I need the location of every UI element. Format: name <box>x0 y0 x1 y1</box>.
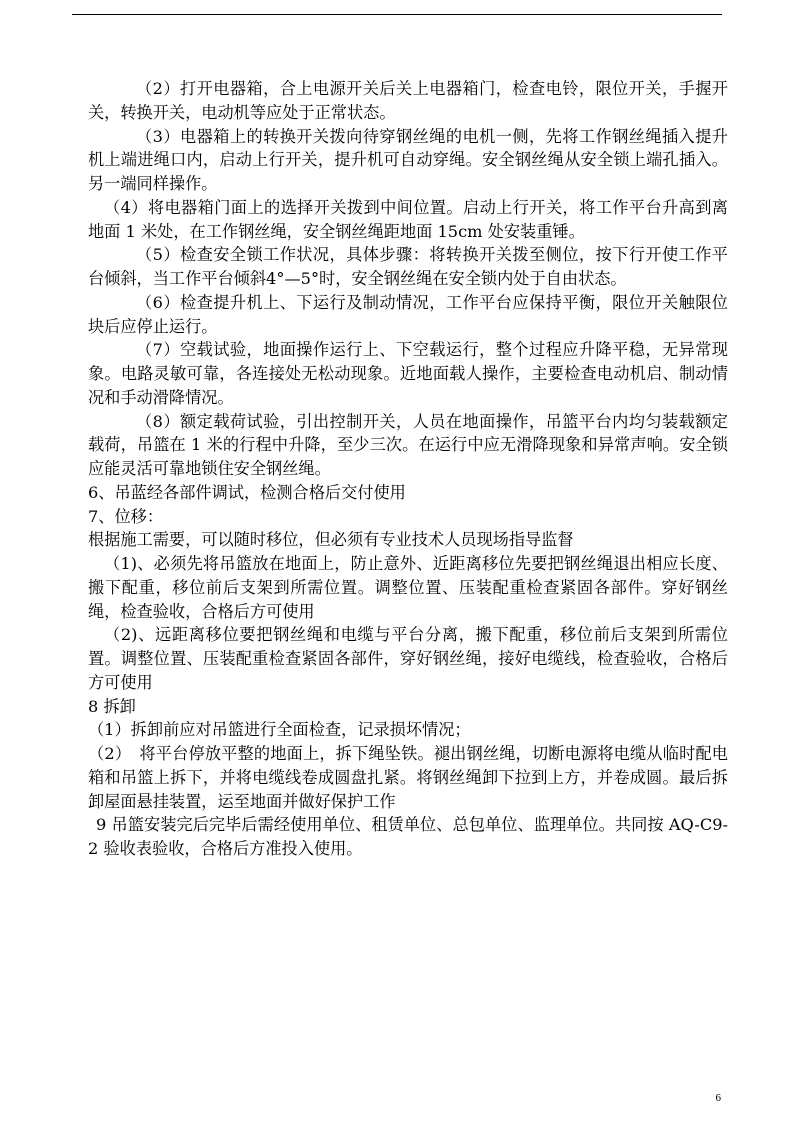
section-8-heading: 8 拆卸 <box>88 696 136 716</box>
paragraph-move-1: （1)、必须先将吊篮放在地面上，防止意外、近距离移位先要把钢丝绳退出相应长度、搬下配重，移位前后支架到所需位置。调整位置、压装配重检查紧固各部件。穿好钢丝绳，检查验收，合格后方可使用 <box>88 554 728 621</box>
section-6-heading: 6、吊蓝经各部件调试，检测合格后交付使用 <box>88 482 406 502</box>
header-rule <box>72 14 722 15</box>
paragraph-step-4: （4）将电器箱门面上的选择开关拨到中间位置。启动上行开关，将工作平台升高到离地面 1 米处，在工作钢丝绳，安全钢丝绳距地面 15cm 处安装重锤。 <box>88 197 728 241</box>
paragraph-step-3: （3）电器箱上的转换开关拨向待穿钢丝绳的电机一侧，先将工作钢丝绳插入提升机上端进绳口内，启动上行开关，提升机可自动穿绳。安全钢丝绳从安全锁上端孔插入。另一端同样操作。 <box>88 126 728 193</box>
paragraph-step-2: （2）打开电器箱，合上电源开关后关上电器箱门，检查电铃，限位开关，手握开关，转换开关，电动机等应处于正常状态。 <box>88 79 728 122</box>
paragraph-move-2: （2)、远距离移位要把钢丝绳和电缆与平台分离，搬下配重，移位前后支架到所需位置。调整位置、压装配重检查紧固各部件，穿好钢丝绳，接好电缆线，检查验收，合格后方可使用 <box>88 625 728 692</box>
section-9-paragraph: 9 吊篮安装完后完毕后需经使用单位、租赁单位、总包单位、监理单位。共同按 AQ-C9-2 验收表验收，合格后方准投入使用。 <box>88 815 728 858</box>
section-7-intro: 根据施工需要，可以随时移位，但必须有专业技术人员现场指导监督 <box>88 530 574 550</box>
body-text <box>88 77 728 861</box>
page-number: 6 <box>715 1092 721 1104</box>
paragraph-step-8: （8）额定载荷试验，引出控制开关，人员在地面操作，吊篮平台内均匀装载额定载荷，吊篮在 1 米的行程中升降，至少三次。在运行中应无滑降现象和异常声响。安全锁应能灵活可靠地锁住安全钢丝绳。 <box>88 411 728 478</box>
paragraph-step-6: （6）检查提升机上、下运行及制动情况，工作平台应保持平衡，限位开关触限位块后应停止运行。 <box>88 292 728 336</box>
paragraph-step-7: （7）空载试验，地面操作运行上、下空载运行，整个过程应升降平稳，无异常现象。电路灵敏可靠，各连接处无松动现象。近地面载人操作，主要检查电动机启、制动情况和手动滑降情况。 <box>88 340 728 407</box>
section-7-heading: 7、位移： <box>88 506 164 526</box>
paragraph-step-5: （5）检查安全锁工作状况，具体步骤：将转换开关拨至侧位，按下行开使工作平台倾斜，当工作平台倾斜4°—5°时，安全钢丝绳在安全锁内处于自由状态。 <box>88 245 728 288</box>
paragraph-dismantle-1: （1）拆卸前应对吊篮进行全面检查，记录损坏情况； <box>88 720 471 740</box>
paragraph-dismantle-2: （2） 将平台停放平整的地面上，拆下绳坠铁。褪出钢丝绳，切断电源将电缆从临时配电箱和吊篮上拆下，并将电缆线卷成圆盘扎紧。将钢丝绳卸下拉到上方，并卷成圆。最后拆卸屋面悬挂装置，运至地面并做好保护工作 <box>88 744 728 811</box>
